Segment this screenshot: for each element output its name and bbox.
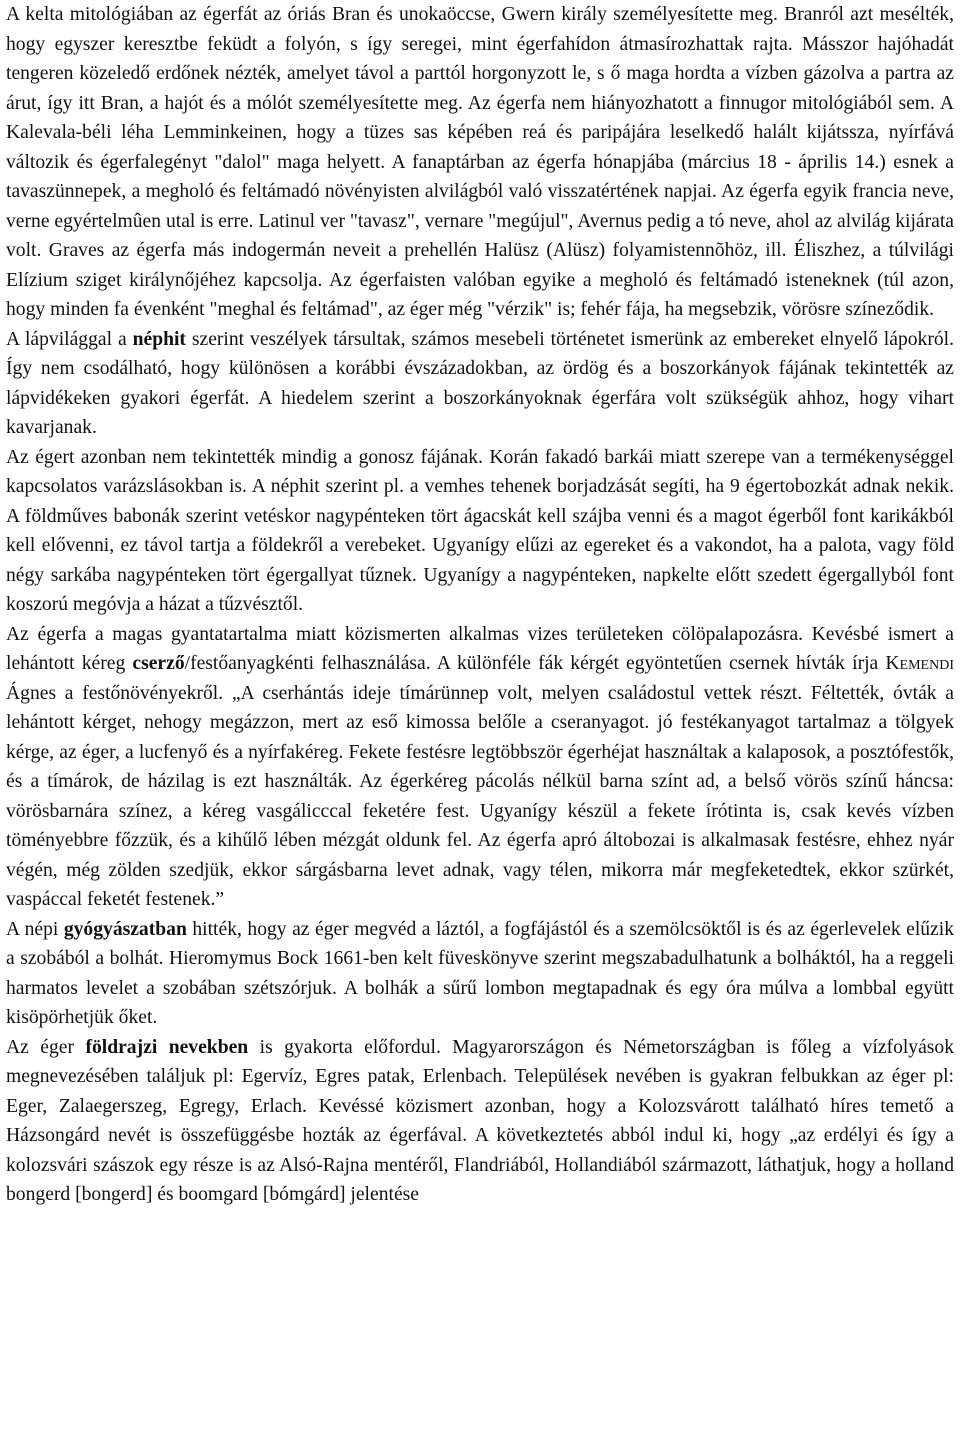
paragraph-termekenyseg: [6, 443, 954, 620]
paragraph-text: szerint veszélyek társultak, számos mesebeli történetet ismerünk az embereket elnyelő lápokról. Így nem csodálható, hogy különösen a korábbi évszázadokban, az ördög és a boszorkányok fájának tekintették az lápvidékeken gyakori égerfát. A hiedelem szerint a boszorkányoknak égerfára volt szükségük ahhoz, hogy vihart kavarjanak.: [6, 328, 954, 438]
bold-term-foldrajzi-nevek: földrajzi nevekben: [85, 1036, 249, 1058]
paragraph-text: A népi: [6, 918, 64, 940]
bold-term-cserzo: cserző: [132, 653, 185, 674]
paragraph-text: is gyakorta előfordul. Magyarországon és Németországban is főleg a vízfolyások megnevezésében találjuk pl: Egervíz, Egres patak, Erlenbach. Települések nevében is gyakran felbukkan az éger pl: Eger, Zalaegerszeg, Egregy, Erlach. Kevéssé közismert azonban, hogy a Kolozsvárott található híres temető a Házsongárd nevét is összefüggésbe hozták az égerfával. A következtetés abból indul ki, hogy „az erdélyi és így a kolozsvári szászok egy része is az Alsó-Rajna mentéről, Flandriából, Hollandiából származott, láthatjuk, hogy a holland bongerd [bongerd] és boomgard [bómgárd] jelentése: [6, 1036, 954, 1205]
author-name-kemendi: Kemendi: [885, 653, 954, 674]
paragraph-foldrajzi-nevek: [6, 1033, 954, 1210]
document-page: [6, 0, 954, 1448]
paragraph-text: Az égert azonban nem tekintették mindig a gonosz fájának. Korán fakadó barkái miatt szerepe van a termékenységgel kapcsolatos varázslásokban is. A néphit szerint pl. a vemhes tehenek borjadzását segíti, ha 9 égertobozkát adnak nekik. A földműves babonák szerint vetéskor nagypénteken tört ágacskát kell szájba venni és a magot égerből font karikákból kell elővenni, ez távol tartja a földekről a verebeket. Ugyanígy elűzi az egereket és a vakondot, ha a palota, vagy föld négy sarkába nagypénteken tört égergallyat tűznek. Ugyanígy a nagypénteken, napkelte előtt szedett égergallyból font koszorú megóvja a házat a tűzvésztől.: [6, 446, 954, 615]
paragraph-text: hitték, hogy az éger megvéd a láztól, a fogfájástól és a szemölcsöktől is és az égerlevelek elűzik a szobából a bolhát. Hieromymus Bock 1661-ben kelt füveskönyve szerint megszabadulhatunk a bolháktól, ha a reggeli harmatos levelet a szobában szétszórjuk. A bolhák a sűrű lombon megtapadnak és egy óra múlva a lombbal együtt kisöpörhetjük őket.: [6, 918, 954, 1028]
bold-term-nephit: néphit: [132, 328, 186, 350]
paragraph-lapvilag: [6, 325, 954, 443]
paragraph-text: Ágnes a festőnövényekről. „A cserhántás ideje tímárünnep volt, melyen családostul vettek részt. Féltették, óvták a lehántott kérget, nehogy megázzon, mert az eső kimossa belőle a cseranyagot. jó festékanyagot tartalmaz a tölgyek kérge, az éger, a lucfenyő és a nyírfakéreg. Fekete festésre legtöbbször égerhéjat használtak a kalaposok, a posztófestők, és a tímárok, de házilag is ezt használták. Az égerkéreg pácolás nélkül barna színt ad, a belső vörös színű háncsa: vörösbarnára színez, a kéreg vasgálicccal feketére fest. Ugyanígy készül a fekete írótinta is, csak kevés vízben töményebbre főzzük, és a kihűlő lében mézgát oldunk fel. Az égerfa apró áltobozai is alkalmasak festésre, ehhez nyár végén, még zölden szedjük, ekkor sárgásbarna levet adnak, vagy télen, mikorra már megfeketedtek, ekkor szürkét, vaspáccal feketét festenek.”: [6, 682, 954, 910]
paragraph-text: /festőanyagkénti felhasználása. A különféle fák kérgét egyöntetűen csernek hívták írja: [184, 653, 886, 674]
paragraph-cserzo: [6, 620, 954, 915]
bold-term-gyogyaszat: gyógyászatban: [63, 918, 187, 940]
paragraph-text: A lápvilággal a: [6, 328, 133, 350]
paragraph-text: Az éger: [6, 1036, 86, 1058]
paragraph-gyogyaszat: [6, 915, 954, 1033]
paragraph-kelta-mitologia: [6, 0, 954, 325]
paragraph-text: Az égerfa a magas gyantatartalma miatt közismerten alkalmas vizes területeken cölöpalapozásra. Kevésbé ismert a lehántott kéreg: [6, 623, 954, 674]
paragraph-text: A kelta mitológiában az égerfát az óriás Bran és unokaöccse, Gwern király személyesítette meg. Branról azt mesélték, hogy egyszer keresztbe feküdt a folyón, s így seregei, mint égerfahídon átmasírozhattak rajta. Másszor hajóhadát tengeren közeledő erdőnek nézték, amelyet távol a parttól horgonyzott le, s ő maga hordta a vízben gázolva a partra az árut, így itt Bran, a hajót és a mólót személyesítette meg. Az égerfa nem hiányozhatott a finnugor mitológiából sem. A Kalevala-béli léha Lemminkeinen, hogy a tüzes sas képében reá és paripájára leselkedő halált kijátssza, nyírfává változik és égerfalegényt "dalol" maga helyett. A fanaptárban az égerfa hónapjába (március 18 - április 14.) esnek a tavaszünnepek, a megholó és feltámadó növényisten alvilágból való visszatértének napjai. Az égerfa egyik francia neve, verne egyértelmûen utal is erre. Latinul ver "tavasz", vernare "megújul", Avernus pedig a tó neve, ahol az alvilág kijárata volt. Graves az égerfa más indogermán neveit a prehellén Halüsz (Alüsz) folyamistennõhöz, ill. Éliszhez, a túlvilági Elízium sziget királynőjéhez kapcsolja. Az égerfaisten valóban egyike a megholó és feltámadó isteneknek (túl azon, hogy minden fa évenként "meghal és feltámad", az éger még "vérzik" is; fehér fája, ha megsebzik, vörösre színeződik.: [6, 4, 954, 320]
